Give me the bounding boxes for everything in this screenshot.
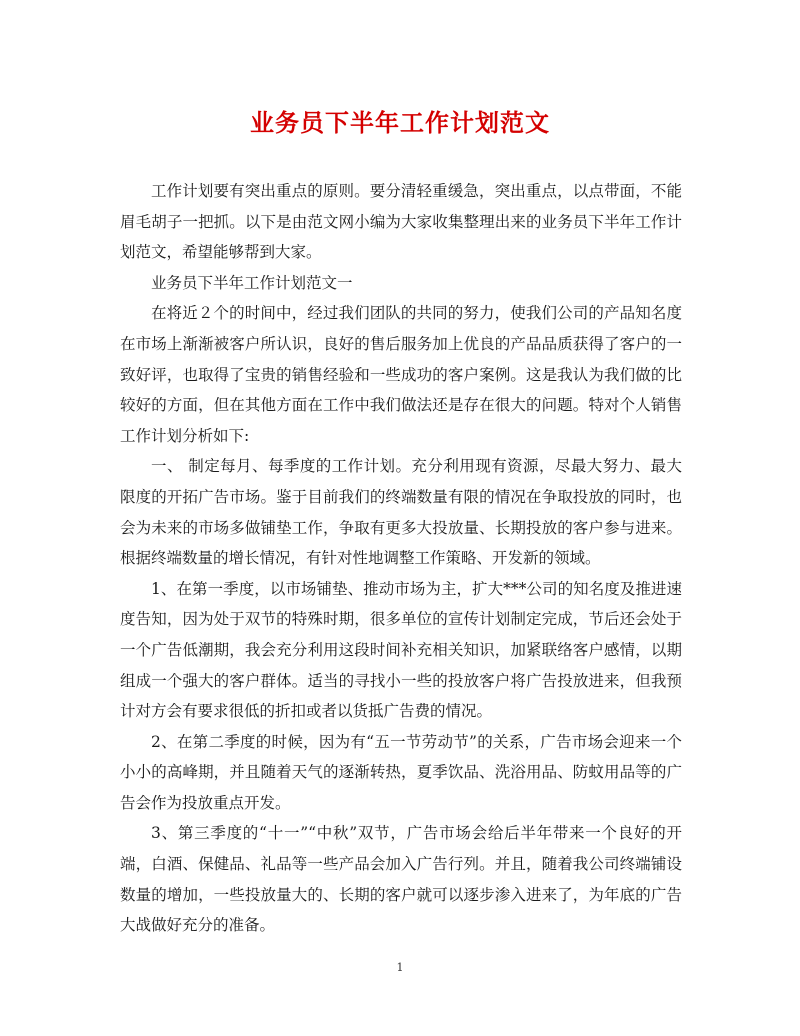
body-paragraph: 3、第三季度的“十一”“中秋”双节，广告市场会给后半年带来一个良好的开端，白酒、保健品、礼品等一些产品会加入广告行列。并且，随着我公司终端铺设数量的增加，一些投放量大的、长期的客户就可以逐步渗入进来了，为年底的广告大战做好充分的准备。 xyxy=(120,824,682,935)
document-body xyxy=(120,176,682,941)
page-number: 1 xyxy=(396,961,404,974)
intro-paragraph: 工作计划要有突出重点的原则。要分清轻重缓急，突出重点，以点带面，不能眉毛胡子一把抓。以下是由范文网小编为大家收集整理出来的业务员下半年工作计划范文，希望能够帮到大家。 xyxy=(120,182,682,262)
section-heading: 业务员下半年工作计划范文一 xyxy=(151,273,353,292)
body-paragraph: 在将近２个的时间中，经过我们团队的共同的努力，使我们公司的产品知名度在市场上渐渐被客户所认识，良好的售后服务加上优良的产品品质获得了客户的一致好评，也取得了宝贵的销售经验和一些成功的客户案例。这是我认为我们做的比较好的方面，但在其他方面在工作中我们做法还是存在很大的问题。特对个人销售工作计划分析如下: xyxy=(120,304,682,445)
document-title: 业务员下半年工作计划范文 xyxy=(250,109,550,137)
body-paragraph: 一、 制定每月、每季度的工作计划。充分利用现有资源，尽最大努力、最大限度的开拓广告市场。鉴于目前我们的终端数量有限的情况在争取投放的同时，也会为未来的市场多做铺垫工作，争取有更多大投放量、长期投放的客户参与进来。根据终端数量的增长情况，有针对性地调整工作策略、开发新的领域。 xyxy=(120,457,682,568)
body-paragraph: 1、在第一季度，以市场铺垫、推动市场为主，扩大***公司的知名度及推进速度告知，因为处于双节的特殊时期，很多单位的宣传计划制定完成，节后还会处于一个广告低潮期，我会充分利用这段时间补充相关知识，加紧联络客户感情，以期组成一个强大的客户群体。适当的寻找小一些的投放客户将广告投放进来，但我预计对方会有要求很低的折扣或者以货抵广告费的情况。 xyxy=(120,579,682,721)
body-paragraph: 2、在第二季度的时候，因为有“五一节劳动节”的关系，广告市场会迎来一个小小的高峰期，并且随着天气的逐渐转热，夏季饮品、洗浴用品、防蚊用品等的广告会作为投放重点开发。 xyxy=(120,732,682,812)
